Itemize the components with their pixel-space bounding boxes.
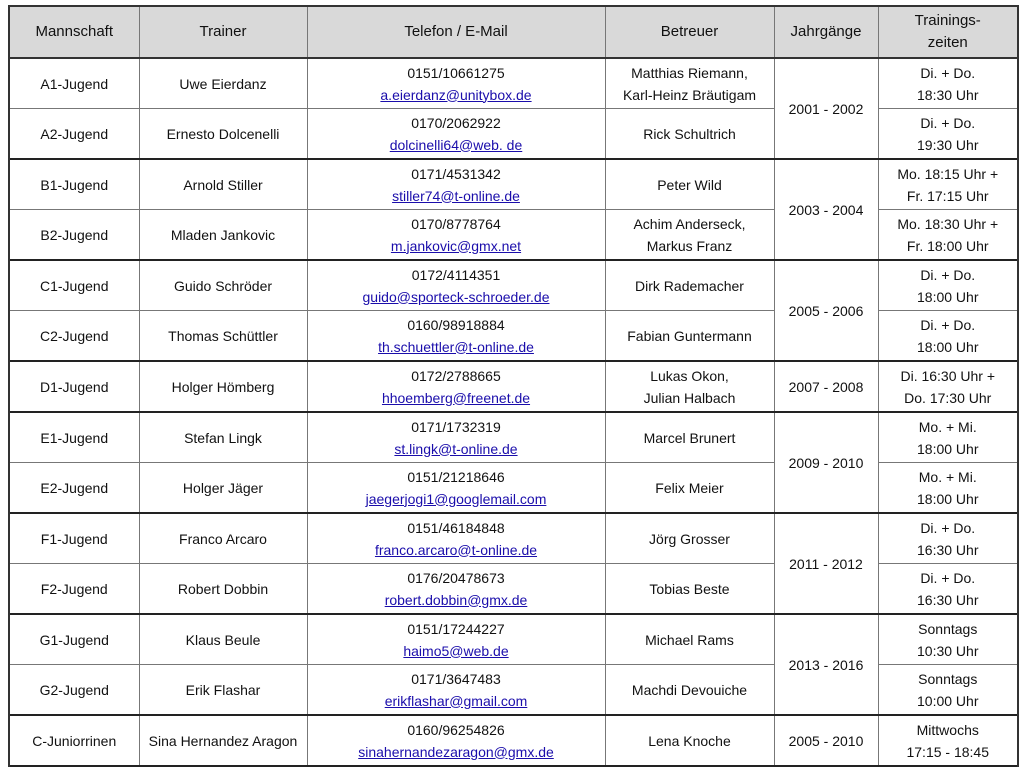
email-link[interactable]: m.jankovic@gmx.net	[390, 237, 522, 254]
phone-number: 0172/4114351	[411, 266, 501, 283]
header-row	[9, 6, 1018, 58]
training-time-line1: Sonntags	[918, 620, 978, 637]
header-training-line1: Trainings-	[914, 12, 981, 29]
email-link[interactable]: stiller74@t-online.de	[392, 187, 520, 204]
contact-cell	[307, 412, 605, 463]
training-time-line1: Mo. + Mi.	[918, 468, 977, 485]
assistant-line1: Peter Wild	[657, 176, 722, 193]
table-row	[9, 361, 1018, 412]
email-link[interactable]: jaegerjogi1@googlemail.com	[365, 490, 547, 507]
team-cell: C2-Jugend	[9, 311, 139, 362]
training-time-line1: Di. + Do.	[920, 114, 976, 131]
assistant-line1: Fabian Guntermann	[627, 327, 752, 344]
assistant-line1: Felix Meier	[655, 479, 724, 496]
assistant-line1: Machdi Devouiche	[631, 681, 748, 698]
coach-cell: Guido Schröder	[139, 260, 307, 311]
age-group	[9, 361, 1018, 412]
training-time-cell	[878, 260, 1018, 311]
table-row	[9, 412, 1018, 463]
header-training-times	[878, 6, 1018, 58]
age-group	[9, 412, 1018, 513]
training-time-cell	[878, 311, 1018, 362]
assistant-line1: Michael Rams	[645, 631, 734, 648]
training-time-line2: 19:30 Uhr	[917, 136, 979, 153]
header-assistant: Betreuer	[605, 6, 774, 58]
contact-cell	[307, 513, 605, 564]
contact-cell	[307, 311, 605, 362]
email-link[interactable]: franco.arcaro@t-online.de	[374, 541, 538, 558]
training-time-line2: Do. 17:30 Uhr	[904, 389, 992, 406]
email-link[interactable]: th.schuettler@t-online.de	[378, 338, 534, 355]
training-time-cell	[878, 665, 1018, 716]
phone-number: 0170/2062922	[411, 114, 501, 131]
assistant-cell	[605, 210, 774, 261]
coach-cell: Robert Dobbin	[139, 564, 307, 615]
year-group-cell: 2007 - 2008	[774, 361, 878, 412]
coach-cell: Arnold Stiller	[139, 159, 307, 210]
training-time-cell	[878, 109, 1018, 160]
assistant-cell	[605, 412, 774, 463]
year-group-cell: 2005 - 2006	[774, 260, 878, 361]
coach-cell: Thomas Schüttler	[139, 311, 307, 362]
contact-cell	[307, 665, 605, 716]
assistant-line1: Lukas Okon,	[650, 367, 729, 384]
assistant-line1: Achim Anderseck,	[633, 215, 746, 232]
training-time-line2: 16:30 Uhr	[917, 541, 979, 558]
training-time-cell	[878, 614, 1018, 665]
phone-number: 0171/4531342	[411, 165, 501, 182]
header-training-line2: zeiten	[927, 34, 968, 51]
email-link[interactable]: st.lingk@t-online.de	[394, 440, 518, 457]
header-coach: Trainer	[139, 6, 307, 58]
year-group-cell: 2001 - 2002	[774, 58, 878, 159]
phone-number: 0151/10661275	[407, 64, 505, 81]
header-team: Mannschaft	[9, 6, 139, 58]
coach-cell: Mladen Jankovic	[139, 210, 307, 261]
assistant-cell	[605, 260, 774, 311]
year-group-cell: 2013 - 2016	[774, 614, 878, 715]
training-time-line1: Sonntags	[918, 670, 978, 687]
training-time-line2: 18:00 Uhr	[917, 338, 979, 355]
phone-number: 0176/20478673	[407, 569, 505, 586]
training-time-cell	[878, 513, 1018, 564]
age-group	[9, 58, 1018, 159]
phone-number: 0151/21218646	[407, 468, 505, 485]
training-time-line2: 18:00 Uhr	[917, 490, 979, 507]
phone-number: 0151/46184848	[407, 519, 505, 536]
header-years: Jahrgänge	[774, 6, 878, 58]
training-time-cell	[878, 715, 1018, 766]
assistant-line1: Matthias Riemann,	[631, 64, 748, 81]
coach-cell: Holger Jäger	[139, 463, 307, 514]
email-link[interactable]: guido@sporteck-schroeder.de	[362, 288, 550, 305]
training-time-line2: 17:15 - 18:45	[906, 743, 989, 760]
assistant-line2: Markus Franz	[646, 237, 733, 254]
email-link[interactable]: dolcinelli64@web. de	[389, 136, 523, 153]
assistant-cell	[605, 665, 774, 716]
team-cell: E2-Jugend	[9, 463, 139, 514]
team-cell: F2-Jugend	[9, 564, 139, 615]
training-time-line1: Mo. 18:30 Uhr +	[897, 215, 999, 232]
assistant-cell	[605, 311, 774, 362]
coach-cell: Erik Flashar	[139, 665, 307, 716]
email-link[interactable]: erikflashar@gmail.com	[384, 692, 528, 709]
table-row	[9, 715, 1018, 766]
training-time-line2: 18:30 Uhr	[917, 86, 979, 103]
coach-cell: Franco Arcaro	[139, 513, 307, 564]
table-header	[9, 6, 1018, 58]
coach-cell: Ernesto Dolcenelli	[139, 109, 307, 160]
training-time-line1: Di. 16:30 Uhr +	[900, 367, 996, 384]
table-row	[9, 58, 1018, 109]
assistant-line1: Dirk Rademacher	[635, 277, 744, 294]
phone-number: 0160/98918884	[407, 316, 505, 333]
training-time-line1: Di. + Do.	[920, 266, 976, 283]
coach-cell: Sina Hernandez Aragon	[139, 715, 307, 766]
training-time-line2: 10:00 Uhr	[917, 692, 979, 709]
assistant-cell	[605, 361, 774, 412]
training-time-line2: 10:30 Uhr	[917, 642, 979, 659]
training-time-line1: Mittwochs	[916, 721, 979, 738]
training-time-cell	[878, 361, 1018, 412]
age-group	[9, 260, 1018, 361]
contact-cell	[307, 260, 605, 311]
team-cell: A1-Jugend	[9, 58, 139, 109]
training-time-cell	[878, 463, 1018, 514]
assistant-cell	[605, 109, 774, 160]
assistant-line1: Lena Knoche	[648, 732, 731, 749]
training-time-cell	[878, 210, 1018, 261]
phone-number: 0172/2788665	[411, 367, 501, 384]
training-time-line1: Mo. + Mi.	[918, 418, 977, 435]
contact-cell	[307, 159, 605, 210]
training-time-line2: Fr. 18:00 Uhr	[906, 237, 989, 254]
team-schedule-table	[8, 5, 1019, 767]
contact-cell	[307, 210, 605, 261]
contact-cell	[307, 715, 605, 766]
contact-cell	[307, 564, 605, 615]
team-cell: C-Juniorrinen	[9, 715, 139, 766]
table-row	[9, 614, 1018, 665]
year-group-cell: 2011 - 2012	[774, 513, 878, 614]
assistant-cell	[605, 564, 774, 615]
age-group	[9, 513, 1018, 614]
assistant-cell	[605, 159, 774, 210]
training-time-line2: 16:30 Uhr	[917, 591, 979, 608]
team-cell: D1-Jugend	[9, 361, 139, 412]
training-time-line2: 18:00 Uhr	[917, 440, 979, 457]
training-time-cell	[878, 159, 1018, 210]
contact-cell	[307, 614, 605, 665]
team-cell: F1-Jugend	[9, 513, 139, 564]
assistant-cell	[605, 463, 774, 514]
email-link[interactable]: haimo5@web.de	[403, 642, 509, 659]
assistant-cell	[605, 58, 774, 109]
team-cell: B2-Jugend	[9, 210, 139, 261]
email-link[interactable]: hhoemberg@freenet.de	[381, 389, 531, 406]
coach-cell: Stefan Lingk	[139, 412, 307, 463]
training-time-line1: Di. + Do.	[920, 519, 976, 536]
age-group	[9, 715, 1018, 766]
team-cell: G2-Jugend	[9, 665, 139, 716]
coach-cell: Klaus Beule	[139, 614, 307, 665]
contact-cell	[307, 58, 605, 109]
team-cell: A2-Jugend	[9, 109, 139, 160]
training-time-line1: Di. + Do.	[920, 316, 976, 333]
contact-cell	[307, 109, 605, 160]
phone-number: 0171/1732319	[411, 418, 501, 435]
year-group-cell: 2003 - 2004	[774, 159, 878, 260]
year-group-cell: 2005 - 2010	[774, 715, 878, 766]
email-link[interactable]: a.eierdanz@unitybox.de	[380, 86, 532, 103]
header-contact: Telefon / E-Mail	[307, 6, 605, 58]
assistant-line1: Jörg Grosser	[649, 530, 730, 547]
age-group	[9, 159, 1018, 260]
contact-cell	[307, 463, 605, 514]
training-time-line1: Di. + Do.	[920, 64, 976, 81]
team-cell: G1-Jugend	[9, 614, 139, 665]
assistant-cell	[605, 614, 774, 665]
training-time-cell	[878, 58, 1018, 109]
table-row	[9, 513, 1018, 564]
assistant-line2: Karl-Heinz Bräutigam	[622, 86, 757, 103]
assistant-line1: Rick Schultrich	[643, 125, 736, 142]
training-time-line2: Fr. 17:15 Uhr	[906, 187, 989, 204]
assistant-cell	[605, 715, 774, 766]
training-time-cell	[878, 564, 1018, 615]
team-cell: E1-Jugend	[9, 412, 139, 463]
contact-cell	[307, 361, 605, 412]
phone-number: 0160/96254826	[407, 721, 505, 738]
coach-cell: Holger Hömberg	[139, 361, 307, 412]
year-group-cell: 2009 - 2010	[774, 412, 878, 513]
coach-cell: Uwe Eierdanz	[139, 58, 307, 109]
team-cell: B1-Jugend	[9, 159, 139, 210]
training-time-line1: Mo. 18:15 Uhr +	[897, 165, 999, 182]
training-time-line1: Di. + Do.	[920, 569, 976, 586]
phone-number: 0171/3647483	[411, 670, 501, 687]
assistant-line1: Tobias Beste	[649, 580, 730, 597]
email-link[interactable]: sinahernandezaragon@gmx.de	[358, 743, 554, 760]
assistant-line1: Marcel Brunert	[643, 429, 736, 446]
phone-number: 0151/17244227	[407, 620, 505, 637]
assistant-line2: Julian Halbach	[643, 389, 736, 406]
table-row	[9, 159, 1018, 210]
table-row	[9, 260, 1018, 311]
phone-number: 0170/8778764	[411, 215, 501, 232]
training-time-cell	[878, 412, 1018, 463]
age-group	[9, 614, 1018, 715]
training-time-line2: 18:00 Uhr	[917, 288, 979, 305]
team-cell: C1-Jugend	[9, 260, 139, 311]
assistant-cell	[605, 513, 774, 564]
email-link[interactable]: robert.dobbin@gmx.de	[384, 591, 528, 608]
